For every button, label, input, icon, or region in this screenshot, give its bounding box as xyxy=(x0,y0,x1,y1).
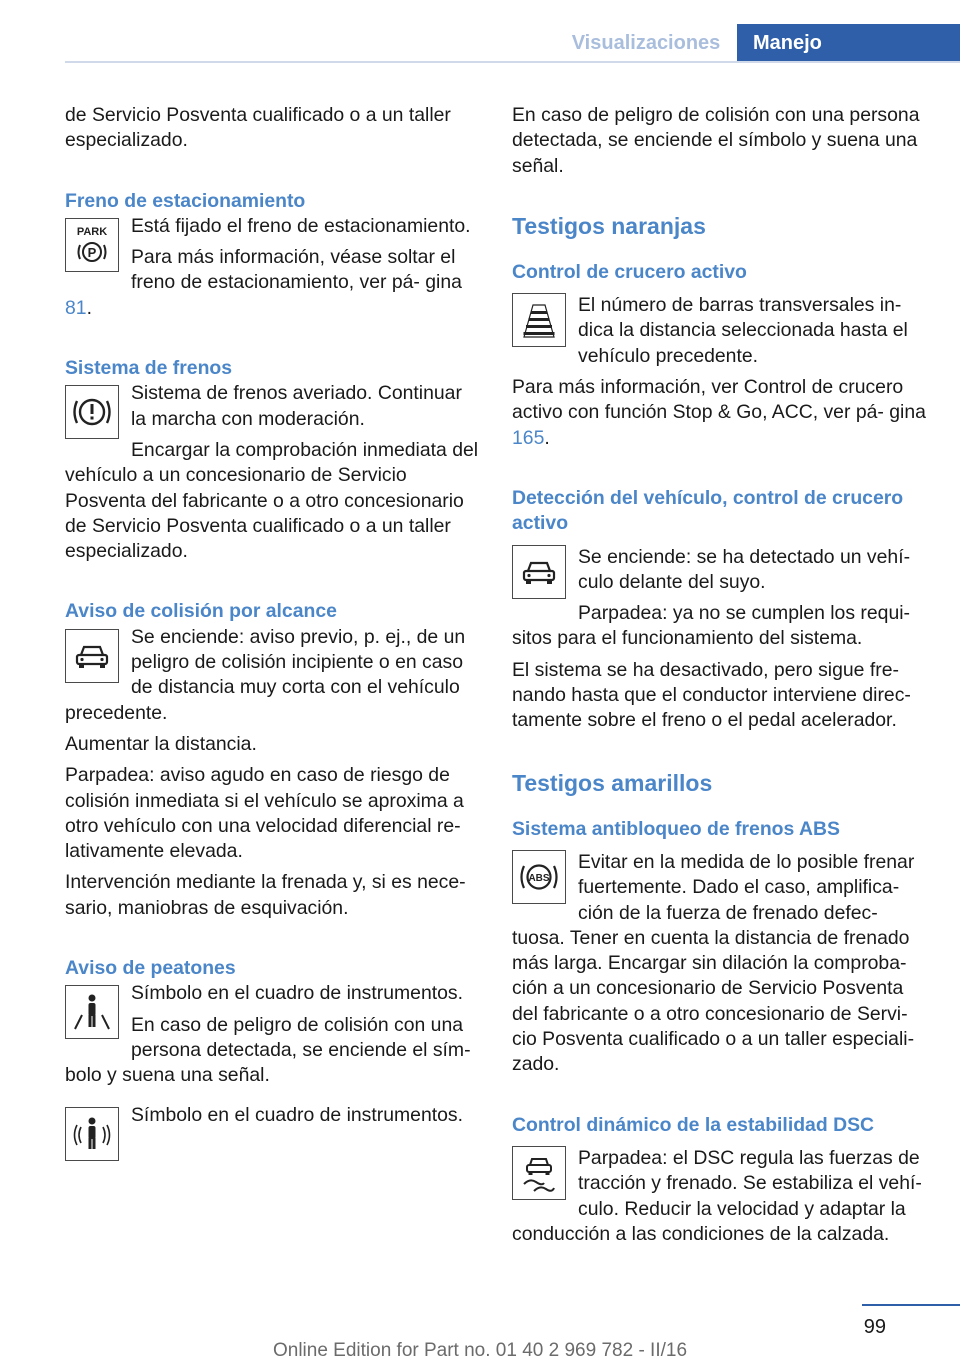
freno-text-1: Está fijado el freno de estacionamiento. xyxy=(131,214,471,237)
crucero-text-2: Para más información, ver Control de crucero activo con función Stop & Go, ACC, ver pá‐ gina 165. xyxy=(512,376,926,449)
collision-warning-car-icon xyxy=(65,629,119,683)
pedestrian-symbol-icon xyxy=(65,1107,119,1161)
freno-page-link[interactable]: 81 xyxy=(65,296,87,319)
crucero-page-link[interactable]: 165 xyxy=(512,426,545,449)
aviso-text-4: Intervención mediante la frenada y, si es nece‐ sario, maniobras de esquivación. xyxy=(65,871,466,919)
freno-text-2-body: Para más información, véase soltar el freno de estacionamiento, ver pá‐ gina xyxy=(131,246,462,294)
parking-brake-icon xyxy=(65,218,119,272)
deteccion-text-3: El sistema se ha desactivado, pero sigue fre‐ nando hasta que el conductor interviene direc‐ tamente sobre el freno o el pedal acelerador. xyxy=(512,658,911,732)
section-title-aviso-peatones: Aviso de peatones xyxy=(65,957,236,980)
peatones-text-3: Símbolo en el cuadro de instrumentos. xyxy=(131,1103,463,1126)
left-column xyxy=(65,103,481,1165)
aviso-text-2: Aumentar la distancia. xyxy=(65,732,257,755)
freno-text-2: Para más información, véase soltar el freno de estacionamiento, ver pá‐ gina 81. xyxy=(65,246,462,319)
header-tab-manejo[interactable]: Manejo xyxy=(737,24,960,62)
right-intro: En caso de peligro de colisión con una persona detectada, se enciende el símbolo y suena una señal. xyxy=(512,104,920,177)
brake-system-icon xyxy=(65,385,119,439)
aviso-text-3: Parpadea: aviso agudo en caso de riesgo de colisión inmediata si el vehículo se aproxima a otro vehículo con una velocidad diferencial re‐ lativamente elevada. xyxy=(65,764,464,863)
section-title-aviso-colision: Aviso de colisión por alcance xyxy=(65,600,337,623)
peatones-text-1: Símbolo en el cuadro de instrumentos. xyxy=(131,982,463,1005)
abs-text-1: Evitar en la medida de lo posible frenar fuertemente. Dado el caso, amplifica‐ ción de la fuerza de frenado defec‐ tuosa. Tener en cuenta la distancia de frenado más larga. Encargar sin dilación la comproba‐ ción a un concesionario de Servicio Posventa del fabricante o a otro concesionario de Servi‐ cio Posventa cualificado o a un taller especiali‐ zado. xyxy=(512,850,915,1076)
edition-footer: Online Edition for Part no. 01 40 2 969 782 - II/16 xyxy=(272,1340,688,1361)
sistema-text-1: Sistema de frenos averiado. Continuar la marcha con moderación. xyxy=(131,382,462,430)
header-rule xyxy=(65,61,960,63)
left-intro: de Servicio Posventa cualificado o a un taller especializado. xyxy=(65,104,451,152)
cruise-distance-bars-icon xyxy=(512,293,566,347)
crucero-text-2-body: Para más información, ver Control de crucero activo con función Stop & Go, ACC, ver pá‐ gina xyxy=(512,376,926,424)
section-title-freno-estacionamiento: Freno de estacionamiento xyxy=(65,189,306,212)
parking-brake-icon-label: PARK xyxy=(76,225,108,238)
abs-icon xyxy=(512,850,566,904)
svg-text:P: P xyxy=(87,244,97,260)
section-title-sistema-frenos: Sistema de frenos xyxy=(65,357,233,380)
crucero-text-1: El número de barras transversales in‐ dica la distancia seleccionada hasta el vehículo precedente. xyxy=(578,294,908,367)
peatones-text-2: En caso de peligro de colisión con una persona detectada, se enciende el sím‐ bolo y suena una señal. xyxy=(65,1013,471,1087)
dsc-text-1: Parpadea: el DSC regula las fuerzas de tracción y frenado. Se estabiliza el vehí‐ culo. Reducir la velocidad y adaptar la conducción a las condiciones de la calzada. xyxy=(512,1146,922,1245)
abs-icon-label: ABS xyxy=(528,872,550,884)
pedestrian-warning-icon xyxy=(65,985,119,1039)
aviso-text-1: Se enciende: aviso previo, p. ej., de un peligro de colisión incipiente o en caso de distancia muy corta con el vehículo precedente. xyxy=(65,625,466,724)
right-column xyxy=(512,103,932,1247)
page-number: 99 xyxy=(863,1316,886,1338)
dsc-skid-icon xyxy=(512,1146,566,1200)
section-title-control-crucero: Control de crucero activo xyxy=(512,260,747,283)
header-tab-visualizaciones[interactable]: Visualizaciones xyxy=(571,32,721,54)
section-title-dsc: Control dinámico de la estabilidad DSC xyxy=(512,1113,875,1136)
section-title-deteccion-vehiculo: Detección del vehículo, control de crucero activo xyxy=(512,486,904,535)
deteccion-text-1: Se enciende: se ha detectado un vehí‐ culo delante del suyo. xyxy=(578,545,911,593)
footer-rule xyxy=(862,1304,960,1306)
section-title-testigos-amarillos: Testigos amarillos xyxy=(512,769,713,796)
section-title-testigos-naranjas: Testigos naranjas xyxy=(512,212,706,239)
sistema-text-2: Encargar la comprobación inmediata del vehículo a un concesionario de Servicio Posventa del fabricante o a otro concesionario de Servicio Posventa cualificado o a un taller especializado. xyxy=(65,438,479,563)
section-title-abs: Sistema antibloqueo de frenos ABS xyxy=(512,817,840,840)
deteccion-text-2: Parpadea: ya no se cumplen los requi‐ sitos para el funcionamiento del sistema. xyxy=(512,602,910,650)
vehicle-detected-car-icon xyxy=(512,545,566,599)
